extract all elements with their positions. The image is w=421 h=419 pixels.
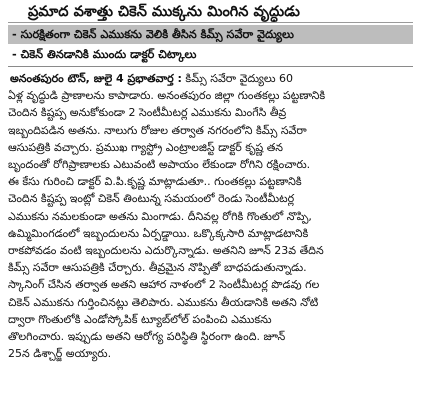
article-line: ద్వారా గొంతులోకి ఎండోస్కోపిక్ ట్యూబ్‌లోల్ పంపించి ఎముకను	[8, 312, 272, 326]
article-line: స్కానింగ్ చేసిన తర్వాత అతని ఆహార నాళంలో 2 సెంటీమీటర్ల పొడవు గల	[8, 278, 320, 292]
article-line: చెందిన కిష్టప్ప ఇంట్లో చికెన్ తింటున్న సమయంలో రెండు సెంటీమీటర్ల	[8, 192, 295, 206]
article-line: ఈ కేసు గురించి డాక్టర్ వి.పి.కృష్ణ మాట్లాడుతూ.. గుంతకల్లు పట్టణానికి	[8, 175, 302, 189]
divider	[8, 66, 413, 67]
article-line: ఉమ్మిమింగడంలో ఇబ్బందులను ఏర్పడ్డాయి. ఒక్కొక్కసారి మాట్లాడటానికి	[8, 226, 309, 240]
first-line-text: కిమ్స్ సవేరా వైద్యులు 60	[181, 72, 294, 85]
subheading-1: - సురక్షితంగా చికెన్ ఎముకను వెలికి తీసిన కిమ్స్ సవేరా వైద్యులు	[8, 25, 413, 44]
article-line: ఎముకను నమలకుండా అతను మింగాడు. దీనివల్ల రోగికి గొంతులో నొప్పి,	[8, 209, 312, 223]
article-line: చెందిన కిష్టప్ప అనుకోకుండా 2 సెంటీమీటర్ల ఎముకను మింగేసి తీవ్ర	[8, 106, 287, 120]
article-line: 25న డిశ్చార్జ్ అయ్యారు.	[8, 347, 112, 361]
headline: ప్రమాద వశాత్తు చికెన్ ముక్కను మింగిన వృద్ధుడు	[8, 2, 413, 23]
article-line: బృందంతో రోగిప్రాణాలకు ఎటువంటి అపాయం లేకుండా రోగిని రక్షించారు.	[8, 158, 311, 172]
article-line: కిమ్స్ సవేరా ఆసుపత్రికి చేర్చారు. తీవ్రమైన నొప్పితో బాధపడుతున్నాడు.	[8, 261, 307, 275]
article-line: చికెన్ ఎముకను గుర్తించినట్లు తెలిపారు. ఎముకను తీయడానికి అతని నోటి	[8, 295, 319, 309]
article-line: రాకపోవడం వంటి ఇబ్బందులను ఎదుర్కొన్నాడు. అతనిని జూన్ 23వ తేదిన	[8, 244, 324, 258]
subheading-2: - చికెన్ తినడానికి ముందు డాక్టర్ చిట్కాలు	[8, 45, 413, 64]
article-body	[8, 70, 413, 362]
article-line: ఆసుపత్రికి వచ్చారు. ప్రముఖ గ్యాస్ట్రో ఎంట్రాలజిస్ట్ డాక్టర్ కృష్ణ తన	[8, 140, 283, 154]
article-line: తొలగించారు. ఇప్పుడు అతని ఆరోగ్య పరిస్థితి స్థిరంగా ఉంది. జూన్	[8, 330, 286, 344]
article-line: ఇబ్బందిపడిన అతను. నాలుగు రోజుల తర్వాత నగరంలోని కిమ్స్ సవేరా	[8, 123, 307, 137]
article-first-line	[8, 70, 413, 87]
dateline: అనంతపురం టౌన్, జులై 4 ప్రభాతవార్త :	[10, 72, 182, 85]
article-line: ఏళ్ల వృద్ధుడి ప్రాణాలను కాపాడారు. అనంతపురం జిల్లా గుంతకల్లు పట్టణానికి	[8, 89, 326, 103]
